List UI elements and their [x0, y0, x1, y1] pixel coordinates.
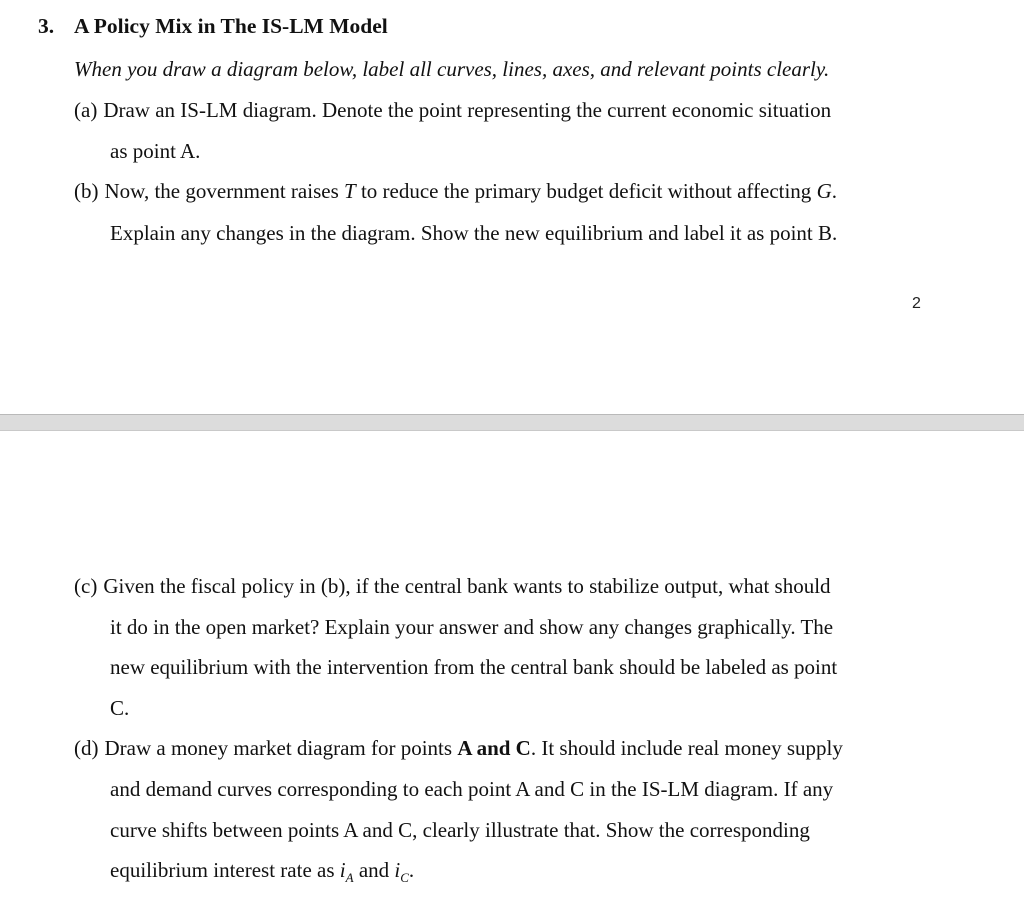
question-instruction: When you draw a diagram below, label all curves, lines, axes, and relevant points clearly.: [74, 57, 830, 81]
part-b-line-1: [74, 178, 837, 204]
part-d-label: (d): [74, 736, 99, 760]
interest-rate-symbol-a: i: [339, 858, 346, 882]
part-d-text-1b: . It should include real money supply: [530, 736, 843, 760]
part-b-text-1a: Now, the government raises: [104, 179, 344, 203]
part-d-text-4c: .: [408, 858, 415, 882]
subscript-C: C: [400, 870, 409, 886]
variable-T: T: [344, 179, 356, 203]
part-a-text-1: Draw an IS-LM diagram. Denote the point representing the current economic situation: [103, 98, 832, 122]
part-c-text-2: it do in the open market? Explain your answer and show any changes graphically. The: [110, 615, 834, 639]
part-d-points: A and C: [457, 736, 531, 760]
part-c-text-1: Given the fiscal policy in (b), if the central bank wants to stabilize output, what should: [103, 574, 831, 598]
part-a-label: (a): [74, 98, 98, 122]
part-d-text-3: curve shifts between points A and C, clearly illustrate that. Show the corresponding: [110, 818, 810, 842]
question-number: 3.: [38, 14, 55, 38]
part-c-line-1: [74, 573, 831, 599]
interest-rate-symbol-c: i: [394, 858, 401, 882]
part-d-text-2: and demand curves corresponding to each point A and C in the IS-LM diagram. If any: [110, 777, 834, 801]
part-d-line-4: [110, 857, 415, 886]
part-a-line-1: [74, 97, 831, 123]
variable-G: G: [816, 179, 832, 203]
part-d-text-4a: equilibrium interest rate as: [110, 858, 340, 882]
part-b-label: (b): [74, 179, 99, 203]
part-c-label: (c): [74, 574, 98, 598]
part-a-text-2: as point A.: [110, 139, 201, 163]
part-c-text-4: C.: [110, 696, 130, 720]
page-number: 2: [912, 295, 921, 312]
page-break-divider: [0, 414, 1024, 431]
part-b-text-1b: to reduce the primary budget deficit without affecting: [355, 179, 817, 203]
part-d-text-1a: Draw a money market diagram for points: [104, 736, 458, 760]
subscript-A: A: [345, 870, 354, 886]
part-b-text-1c: .: [831, 179, 837, 203]
part-b-text-2: Explain any changes in the diagram. Show the new equilibrium and label it as point B.: [110, 221, 838, 245]
question-heading: [38, 14, 388, 39]
question-title: A Policy Mix in The IS-LM Model: [74, 14, 388, 38]
part-c-text-3: new equilibrium with the intervention from the central bank should be labeled as point: [110, 655, 838, 679]
part-d-line-1: [74, 735, 843, 761]
part-d-text-4b: and: [353, 858, 395, 882]
